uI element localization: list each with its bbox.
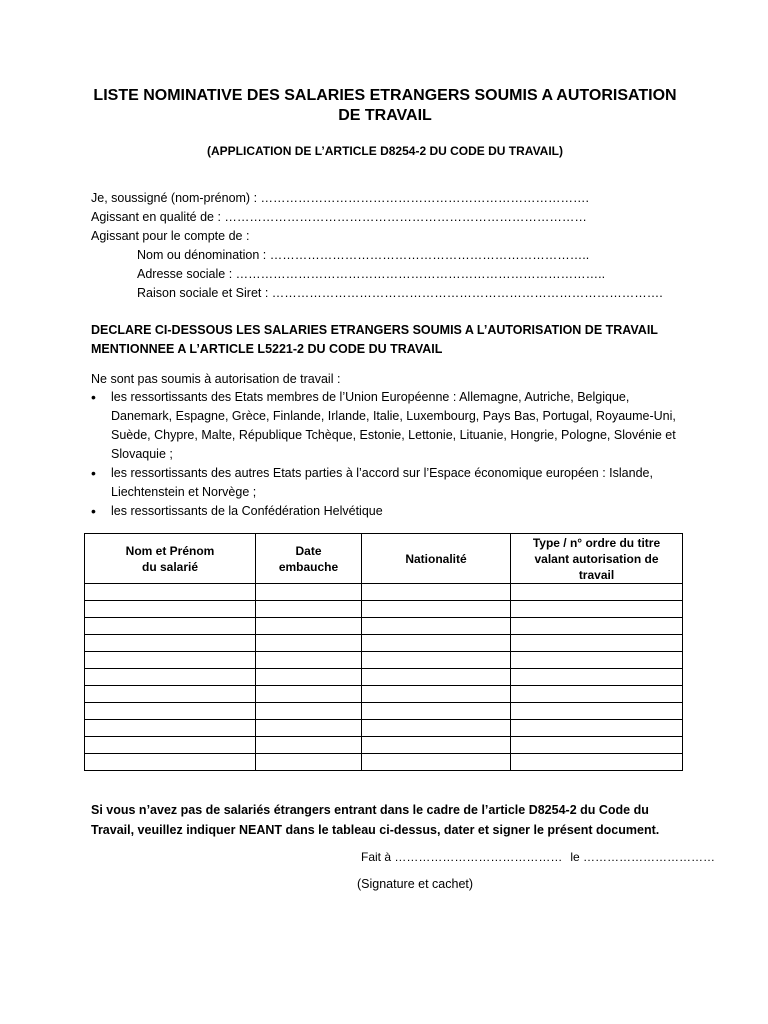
table-cell[interactable] [362, 669, 511, 686]
table-cell[interactable] [85, 652, 256, 669]
table-cell[interactable] [256, 737, 362, 754]
table-cell[interactable] [362, 703, 511, 720]
exemption-item: • les ressortissants de la Confédération Helvétique [91, 502, 681, 521]
table-cell[interactable] [256, 703, 362, 720]
table-cell[interactable] [256, 754, 362, 771]
table-cell[interactable] [362, 635, 511, 652]
table-cell[interactable] [85, 669, 256, 686]
qualite-line: Agissant en qualité de : …………………………………………………………………………… [91, 210, 587, 224]
table-cell[interactable] [256, 669, 362, 686]
table-cell[interactable] [362, 652, 511, 669]
table-cell[interactable] [85, 601, 256, 618]
table-cell[interactable] [85, 686, 256, 703]
column-header-titre: Type / n° ordre du titre valant autorisation de travail [511, 534, 683, 584]
table-cell[interactable] [362, 737, 511, 754]
place-date-line [361, 849, 715, 865]
compte-line: Agissant pour le compte de : [91, 229, 250, 243]
table-cell[interactable] [362, 720, 511, 737]
exemptions-intro: Ne sont pas soumis à autorisation de travail : [91, 372, 341, 386]
table-row [85, 703, 683, 720]
exemptions-list [91, 388, 681, 521]
table-cell[interactable] [511, 720, 683, 737]
document-subtitle: (APPLICATION DE L’ARTICLE D8254-2 DU CODE DU TRAVAIL) [206, 144, 564, 158]
table-cell[interactable] [511, 737, 683, 754]
table-row [85, 601, 683, 618]
date-field: le …………………………… [570, 850, 716, 864]
exemption-item: • les ressortissants des Etats membres de l’Union Européenne : Allemagne, Autriche, Belgique, Danemark, Espagne, Grèce, Finlande, Irlande, Italie, Luxembourg, Pays Bas, Portugal, Royaume-Uni, Suède, Chypre, Malte, République Tchèque, Estonie, Lettonie, Lituanie, Hongrie, Pologne, Slovénie et Slovaquie ; [91, 388, 681, 464]
table-row [85, 584, 683, 601]
table-row [85, 720, 683, 737]
table-cell[interactable] [256, 686, 362, 703]
table-cell[interactable] [256, 601, 362, 618]
table-cell[interactable] [511, 686, 683, 703]
document-title: LISTE NOMINATIVE DES SALARIES ETRANGERS SOUMIS A AUTORISATION DE TRAVAIL [93, 87, 677, 124]
table-cell[interactable] [511, 669, 683, 686]
denomination-line: Nom ou dénomination : ………………………………………………………………….. [137, 248, 590, 262]
table-row [85, 686, 683, 703]
table-cell[interactable] [511, 754, 683, 771]
table-cell[interactable] [511, 601, 683, 618]
table-cell[interactable] [85, 720, 256, 737]
table-cell[interactable] [85, 618, 256, 635]
table-cell[interactable] [362, 618, 511, 635]
column-header-date: Date embauche [256, 534, 362, 584]
table-cell[interactable] [362, 686, 511, 703]
table-cell[interactable] [256, 720, 362, 737]
employees-table [84, 533, 683, 771]
table-cell[interactable] [85, 635, 256, 652]
table-cell[interactable] [256, 584, 362, 601]
table-row [85, 669, 683, 686]
table-cell[interactable] [85, 754, 256, 771]
table-cell[interactable] [256, 635, 362, 652]
table-cell[interactable] [362, 601, 511, 618]
soussigne-line: Je, soussigné (nom-prénom) : ……………………………………………………………………. [91, 191, 589, 205]
table-cell[interactable] [511, 703, 683, 720]
table-cell[interactable] [511, 584, 683, 601]
declaration-heading: DECLARE CI-DESSOUS LES SALARIES ETRANGERS SOUMIS A L’AUTORISATION DE TRAVAIL MENTIONNEE A L’ARTICLE L5221-2 DU CODE DU TRAVAIL [91, 323, 658, 356]
table-body [85, 584, 683, 771]
column-header-nationalite: Nationalité [362, 534, 511, 584]
table-cell[interactable] [85, 737, 256, 754]
table-row [85, 754, 683, 771]
table-cell[interactable] [256, 618, 362, 635]
table-row [85, 652, 683, 669]
table-cell[interactable] [362, 584, 511, 601]
signature-label: (Signature et cachet) [357, 877, 474, 891]
table-header-row [85, 534, 683, 584]
fait-a-field: Fait à …………………………………… [361, 850, 563, 864]
table-cell[interactable] [511, 618, 683, 635]
raison-siret-line: Raison sociale et Siret : …………………………………………………………………………………. [137, 286, 663, 300]
table-cell[interactable] [362, 754, 511, 771]
table-cell[interactable] [256, 652, 362, 669]
table-row [85, 635, 683, 652]
neant-instruction: Si vous n’avez pas de salariés étrangers entrant dans le cadre de l’article D8254-2 du Code du Travail, veuillez indiquer NEANT dans le tableau ci-dessus, dater et signer le présent document. [91, 803, 660, 837]
table-row [85, 618, 683, 635]
table-cell[interactable] [85, 703, 256, 720]
table-cell[interactable] [511, 635, 683, 652]
table-cell[interactable] [511, 652, 683, 669]
table-cell[interactable] [85, 584, 256, 601]
table-row [85, 737, 683, 754]
column-header-nom: Nom et Prénom du salarié [85, 534, 256, 584]
exemption-item: • les ressortissants des autres Etats parties à l’accord sur l’Espace économique européen : Islande, Liechtenstein et Norvège ; [91, 464, 681, 502]
adresse-line: Adresse sociale : …………………………………………………………………………….. [137, 267, 606, 281]
